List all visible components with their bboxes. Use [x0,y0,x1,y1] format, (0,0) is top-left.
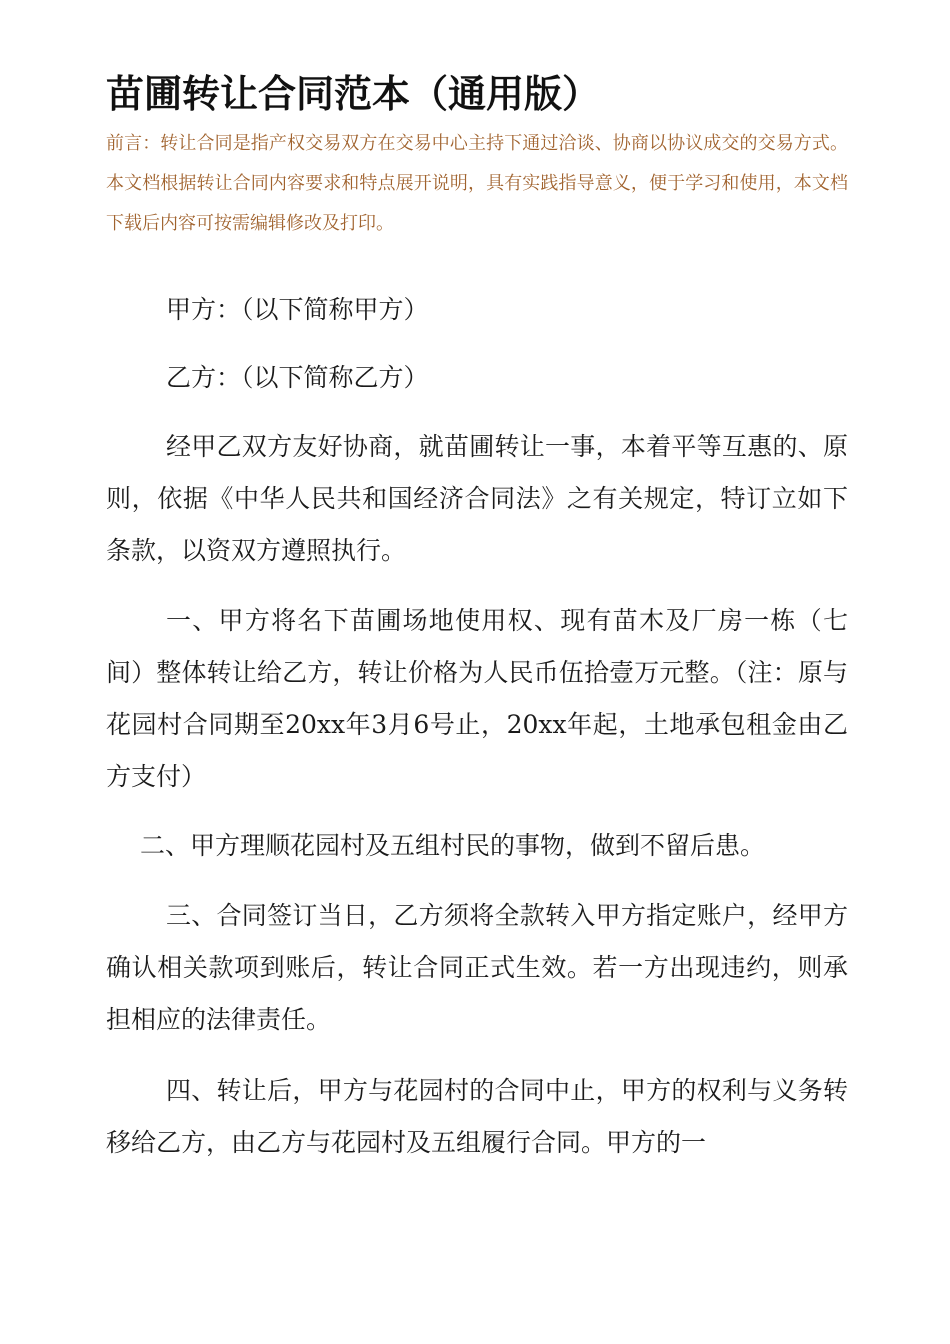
intro-paragraph: 经甲乙双方友好协商，就苗圃转让一事，本着平等互惠的、原则，依据《中华人民共和国经济合同法》之有关规定，特订立如下条款，以资双方遵照执行。 [106,432,848,565]
clause-3-paragraph: 三、合同签订当日，乙方须将全款转入甲方指定账户，经甲方确认相关款项到账后，转让合同正式生效。若一方出现违约，则承担相应的法律责任。 [106,901,848,1034]
clause-1-paragraph: 一、甲方将名下苗圃场地使用权、现有苗木及厂房一栋（七间）整体转让给乙方，转让价格为人民币伍拾壹万元整。（注：原与花园村合同期至20xx年3月6号止，20xx年起，土地承包租金由乙方支付） [106,606,848,791]
clause-4-paragraph: 四、转让后，甲方与花园村的合同中止，甲方的权利与义务转移给乙方，由乙方与花园村及五组履行合同。甲方的一 [106,1076,848,1157]
party-b-line: 乙方：（以下简称乙方） [166,363,429,392]
party-a-line: 甲方：（以下简称甲方） [166,295,429,324]
clause-2-paragraph: 二、甲方理顺花园村及五组村民的事物，做到不留后患。 [140,831,766,860]
document-title: 苗圃转让合同范本（通用版） [106,72,601,117]
preface-note: 前言：转让合同是指产权交易双方在交易中心主持下通过洽谈、协商以协议成交的交易方式。本文档根据转让合同内容要求和特点展开说明，具有实践指导意义，便于学习和使用，本文档下载后内容可按需编辑修改及打印。 [106,133,848,234]
